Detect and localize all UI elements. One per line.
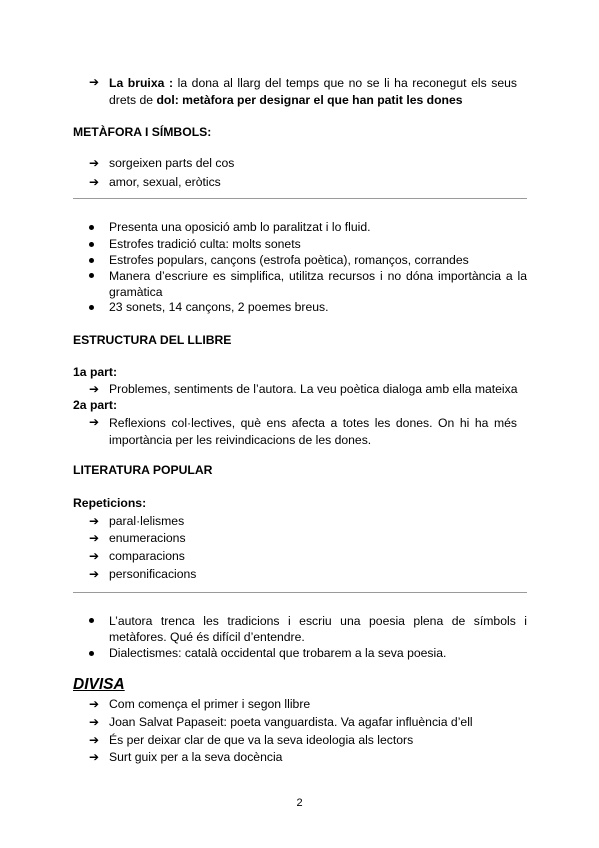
bruixa-text — [109, 75, 517, 109]
list-item-text: L’autora trenca les tradicions i escriu una poesia plena de símbols i metàfores. Qué és difícil d’entendre. — [109, 614, 527, 644]
metafora-item-text: sorgeixen parts del cos — [109, 156, 235, 170]
bullet-icon — [89, 618, 94, 623]
arrow-icon: ➔ — [89, 514, 100, 528]
list-item-text: Manera d’escriure es simplifica, utilitza recursos i no dóna importància a la gramàtica — [109, 269, 527, 299]
arrow-icon: ➔ — [89, 715, 100, 729]
divisa-item-text: Com comença el primer i segon llibre — [109, 697, 311, 711]
part1-label: 1a part: — [73, 365, 118, 379]
arrow-icon: ➔ — [89, 175, 100, 189]
list-item-text: 23 sonets, 14 cançons, 2 poemes breus. — [109, 300, 329, 314]
bullet-icon — [89, 258, 94, 263]
bullet-icon — [89, 305, 94, 310]
list-item-text: Estrofes tradició culta: molts sonets — [109, 237, 301, 251]
bullet-icon — [89, 242, 94, 247]
bruixa-desc: la dona al llarg del temps que no se li ha reconegut els seus drets de — [109, 76, 517, 107]
bruixa-term2: dol: metàfora per designar el que han patit les dones — [156, 93, 463, 107]
repeticions-item-text: personificacions — [109, 567, 197, 581]
page-number: 2 — [296, 797, 303, 809]
bullet-icon — [89, 651, 94, 656]
repeticions-item-text: comparacions — [109, 549, 185, 563]
arrow-icon: ➔ — [89, 733, 100, 747]
divider — [73, 592, 527, 593]
part2-label: 2a part: — [73, 398, 118, 412]
list-item-text: Dialectismes: català occidental que trobarem a la seva poesia. — [109, 646, 447, 660]
arrow-icon: ➔ — [89, 750, 100, 764]
metafora-item-text: amor, sexual, eròtics — [109, 175, 221, 189]
literatura-heading: LITERATURA POPULAR — [73, 463, 213, 477]
estructura-heading: ESTRUCTURA DEL LLIBRE — [73, 333, 232, 347]
part1-item-text: Problemes, sentiments de l’autora. La veu poètica dialoga amb ella mateixa — [109, 382, 518, 396]
part2-item-text: Reflexions col·lectives, què ens afecta a totes les dones. On hi ha més importància per les reivindicacions de les dones. — [109, 416, 517, 447]
repeticions-item-text: paral·lelismes — [109, 514, 185, 528]
arrow-icon: ➔ — [89, 75, 100, 89]
bruixa-term: La bruixa : — [109, 76, 174, 90]
arrow-icon: ➔ — [89, 697, 100, 711]
divider — [73, 198, 527, 199]
repeticions-item-text: enumeracions — [109, 531, 186, 545]
arrow-icon: ➔ — [89, 415, 100, 429]
divisa-heading: DIVISA — [73, 676, 125, 693]
bullet-icon — [89, 225, 94, 230]
arrow-icon: ➔ — [89, 549, 100, 563]
list-item-text: Estrofes populars, cançons (estrofa poètica), romanços, corrandes — [109, 253, 469, 267]
bullet-icon — [89, 273, 94, 278]
repeticions-label: Repeticions: — [73, 496, 147, 510]
arrow-icon: ➔ — [89, 567, 100, 581]
arrow-icon: ➔ — [89, 531, 100, 545]
metafora-heading: METÀFORA I SÍMBOLS: — [73, 125, 212, 139]
divisa-item-text: És per deixar clar de que va la seva ideologia als lectors — [109, 733, 414, 747]
arrow-icon: ➔ — [89, 156, 100, 170]
arrow-icon: ➔ — [89, 382, 100, 396]
divisa-item-text: Joan Salvat Papaseit: poeta vanguardista. Va agafar influència d’ell — [109, 715, 473, 729]
list-item-text: Presenta una oposició amb lo paralitzat i lo fluid. — [109, 220, 371, 234]
divisa-item-text: Surt guix per a la seva docència — [109, 750, 283, 764]
